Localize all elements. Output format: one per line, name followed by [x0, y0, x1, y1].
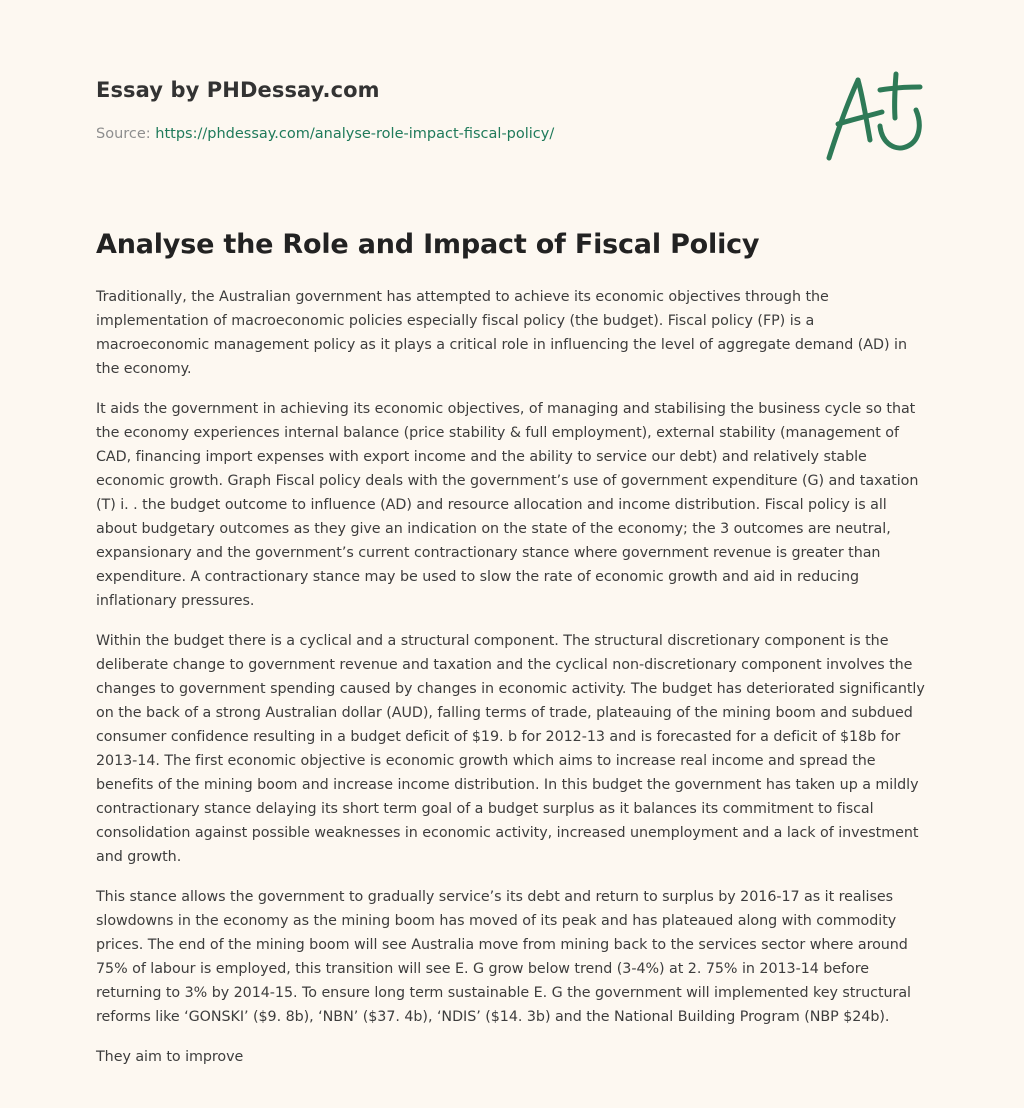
essay-paragraph: They aim to improve — [96, 1049, 244, 1065]
essay-paragraph: Within the budget there is a cyclical and a structural component. The structural discretionary component is the deliberate change to government revenue and taxation and the cyclical non-discretionary component involves the changes to government spending caused by changes in economic activity. The budget has deteriorated significantly on the back of a strong Australian dollar (AUD), falling terms of trade, plateauing of the mining boom and subdued consumer confidence resulting in a budget deficit of $19. b for 2012-13 and is forecasted for a deficit of $18b for 2013-14. The first economic objective is economic growth which aims to increase real income and spread the benefits of the mining boom and increase income distribution. In this budget the government has taken up a mildly contractionary stance delaying its short term goal of a budget surplus as it balances its commitment to fiscal consolidation against possible weaknesses in economic activity, increased unemployment and a lack of investment and growth. — [96, 633, 925, 865]
essay-body — [96, 285, 930, 1085]
source-link[interactable]: https://phdessay.com/analyse-role-impact-fiscal-policy/ — [155, 126, 555, 142]
essay-paragraph: This stance allows the government to gradually service’s its debt and return to surplus by 2016-17 as it realises slowdowns in the economy as the mining boom has moved of its peak and has plateaued along with commodity prices. The end of the mining boom will see Australia move from mining back to the services sector where around 75% of labour is employed, this transition will see E. G grow below trend (3-4%) at 2. 75% in 2013-14 before returning to 3% by 2014-15. To ensure long term sustainable E. G the government will implemented key structural reforms like ‘GONSKI’ ($9. 8b), ‘NBN’ ($37. 4b), ‘NDIS’ ($14. 3b) and the National Building Program (NBP $24b). — [96, 889, 911, 1025]
essay-paragraph: Traditionally, the Australian government has attempted to achieve its economic objectives through the implementation of macroeconomic policies especially fiscal policy (the budget). Fiscal policy (FP) is a macroeconomic management policy as it plays a critical role in influencing the level of aggregate demand (AD) in the economy. — [96, 289, 907, 377]
site-header — [96, 76, 796, 144]
source-label: Source: — [96, 126, 156, 142]
brand-title: Essay by PHDessay.com — [96, 78, 380, 102]
essay-title: Analyse the Role and Impact of Fiscal Policy — [96, 229, 760, 260]
a-plus-grade-icon — [822, 66, 930, 166]
essay-paragraph: It aids the government in achieving its economic objectives, of managing and stabilising the business cycle so that the economy experiences internal balance (price stability & full employment), external stability (management of CAD, financing import expenses with export income and the ability to service our debt) and relatively stable economic growth. Graph Fiscal policy deals with the government’s use of government expenditure (G) and taxation (T) i. . the budget outcome to influence (AD) and resource allocation and income distribution. Fiscal policy is all about budgetary outcomes as they give an indication on the state of the economy; the 3 outcomes are neutral, expansionary and the government’s current contractionary stance where government revenue is greater than expenditure. A contractionary stance may be used to slow the rate of economic growth and aid in reducing inflationary pressures. — [96, 401, 919, 609]
source-line — [96, 124, 796, 144]
